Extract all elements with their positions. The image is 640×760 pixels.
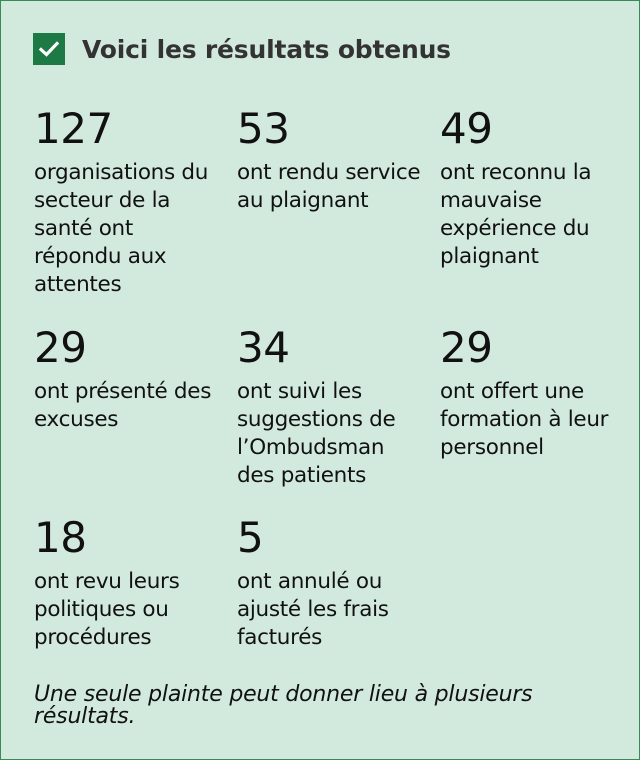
stat-number: 49 [440, 104, 493, 153]
stat-description: ont offert une formation à leur personnel [440, 379, 609, 460]
stat-description: ont revu leurs politiques ou procédures [34, 569, 180, 650]
stat-description: ont reconnu la mauvaise expérience du plaignant [440, 160, 592, 269]
footnote: Une seule plainte peut donner lieu à plusieurs résultats. [34, 682, 533, 729]
panel-title: Voici les résultats obtenus [82, 34, 451, 64]
stat-number: 127 [34, 104, 113, 153]
stat-description: ont présenté des excuses [34, 379, 212, 432]
stat-description: ont rendu service au plaignant [237, 160, 421, 213]
stat-item [237, 323, 427, 490]
checkmark-icon [33, 33, 65, 65]
stat-item [34, 513, 224, 652]
stat-number: 18 [34, 513, 87, 562]
stat-number: 29 [34, 323, 87, 372]
stat-item [237, 513, 427, 652]
stat-description: organisations du secteur de la santé ont répondu aux attentes [34, 160, 209, 297]
header [33, 33, 451, 65]
stat-number: 29 [440, 323, 493, 372]
stat-description: ont annulé ou ajusté les frais facturés [237, 569, 389, 650]
stat-item [34, 104, 224, 299]
stat-item [237, 104, 427, 215]
stat-number: 53 [237, 104, 290, 153]
stat-item [440, 323, 635, 462]
stat-description: ont suivi les suggestions de l’Ombudsman des patients [237, 379, 396, 488]
stat-number: 5 [237, 513, 264, 562]
stat-number: 34 [237, 323, 290, 372]
stat-item [34, 323, 224, 434]
stat-item [440, 104, 635, 271]
